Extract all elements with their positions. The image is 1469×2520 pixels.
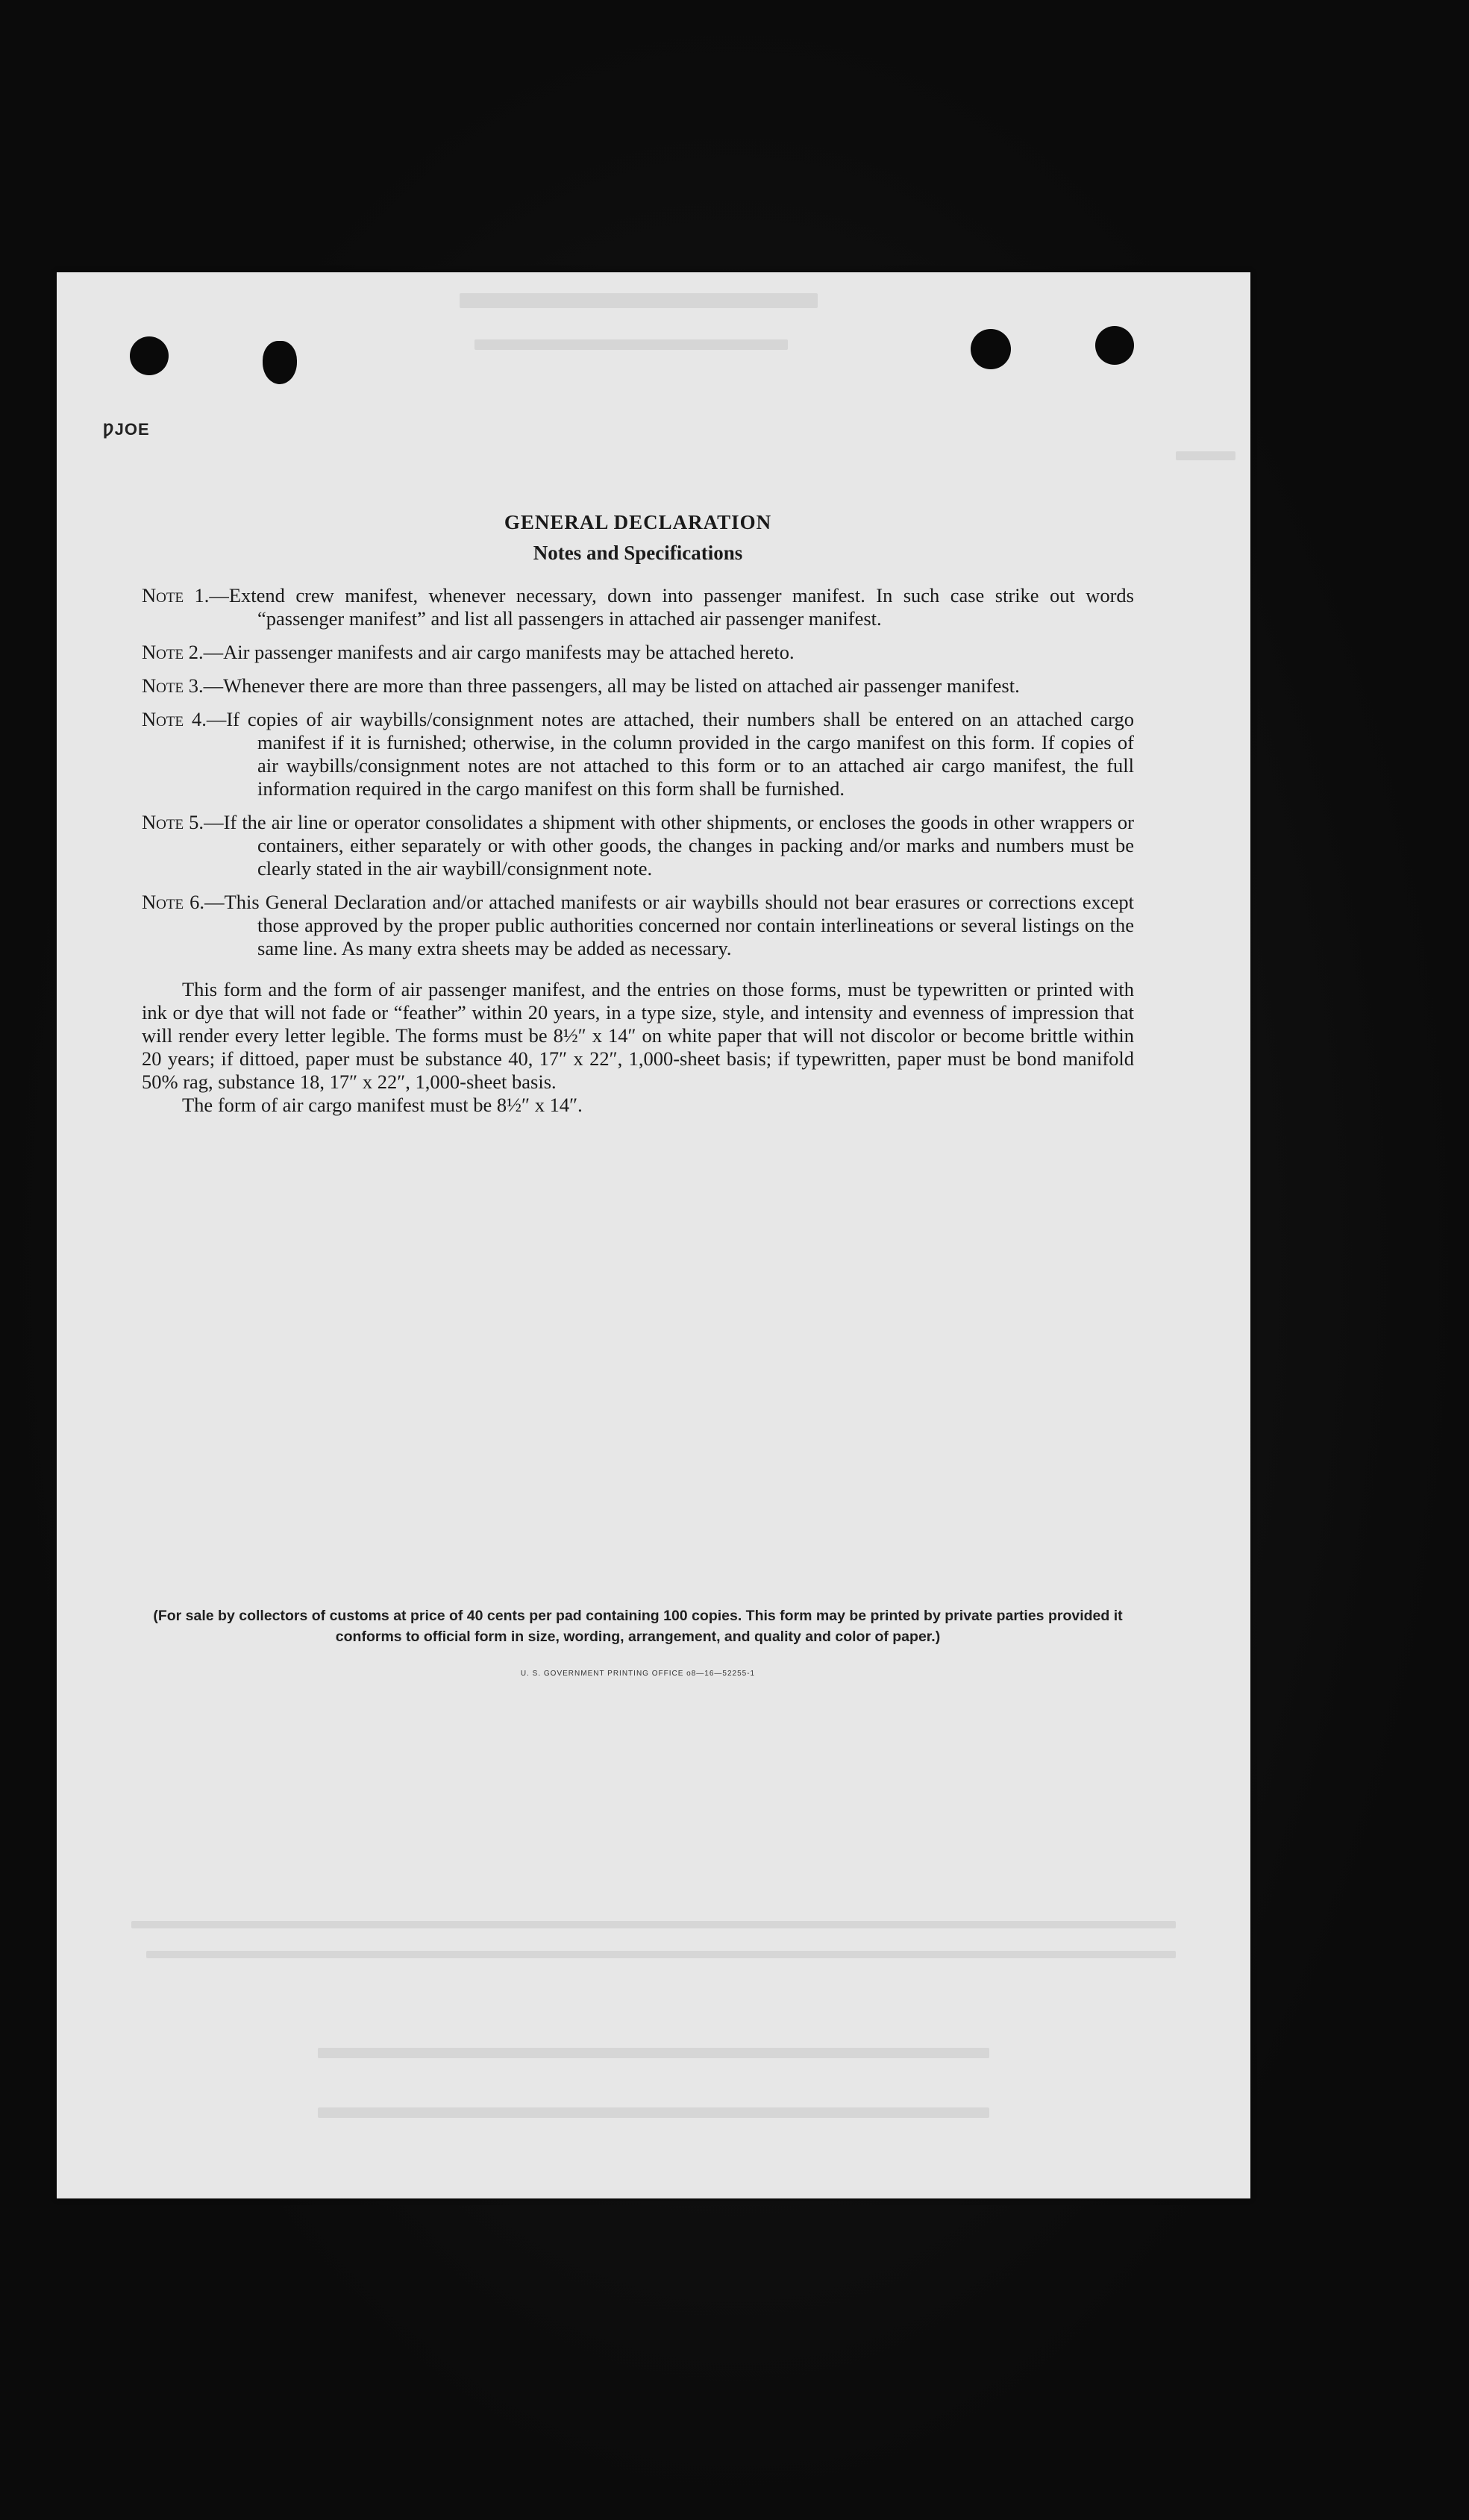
show-through: [146, 1951, 1176, 1958]
note-2: [142, 641, 1134, 664]
punch-hole: [263, 341, 297, 384]
note-label: Note 4.: [142, 708, 207, 730]
note-label: Note 5.: [142, 811, 204, 833]
note-label: Note 1.: [142, 584, 210, 607]
cargo-manifest-size-paragraph: The form of air cargo manifest must be 8½″ x 14″.: [182, 1094, 583, 1116]
printer-imprint: U. S. GOVERNMENT PRINTING OFFICE o8—16—52255-1: [520, 1670, 756, 1678]
document-subtitle: Notes and Specifications: [533, 542, 743, 564]
show-through: [460, 293, 818, 308]
corner-mark: ǷJOE: [103, 420, 150, 439]
document-title: GENERAL DECLARATION: [504, 511, 772, 533]
punch-hole: [130, 336, 169, 375]
show-through: [318, 2107, 989, 2118]
document-body: [142, 511, 1134, 1117]
show-through: [1176, 451, 1235, 460]
note-1: [142, 584, 1134, 630]
note-text: —This General Declaration and/or attached manifests or air waybills should not bear erasures or corrections except those approved by the proper public authorities concerned nor contain interlineations or several listings on the same line. As many extra sheets may be added as necessary.: [204, 891, 1134, 959]
note-text: —If the air line or operator consolidates a shipment with other shipments, or encloses the goods in other wrappers or containers, either separately or with other goods, the changes in packing and/or marks and numbers must be clearly stated in the air waybill/consignment note.: [204, 811, 1135, 880]
note-label: Note 6.: [142, 891, 205, 913]
form-specification-paragraph: This form and the form of air passenger manifest, and the entries on those forms, must be typewritten or printed with ink or dye that will not fade or “feather” within 20 years, in a type size, style, and intensity and evenness of impression that will render every letter legible. The forms must be 8½″ x 14″ on white paper that will not discolor or become brittle within 20 years; if dittoed, paper must be substance 40, 17″ x 22″, 1,000-sheet basis; if typewritten, paper must be bond manifold 50% rag, substance 18, 17″ x 22″, 1,000-sheet basis.: [142, 978, 1134, 1093]
show-through: [474, 339, 788, 350]
note-text: —Extend crew manifest, whenever necessary, down into passenger manifest. In such case strike out words “passenger manifest” and list all passengers in attached air passenger manifest.: [209, 584, 1134, 630]
punch-hole: [971, 329, 1011, 369]
note-5: [142, 811, 1134, 880]
note-text: —If copies of air waybills/consignment notes are attached, their numbers shall be entered on an attached cargo manifest if it is furnished; otherwise, in the column provided in the cargo manifest on this form. If copies of air waybills/consignment notes are not attached to this form or to an attached air cargo manifest, the full information required in the cargo manifest on this form shall be furnished.: [206, 708, 1134, 800]
sale-notice: (For sale by collectors of customs at price of 40 cents per pad containing 100 copies. This form may be printed by private parties provided it conforms to official form in size, wording, arrangement, and quality and color of paper.): [153, 1608, 1123, 1645]
show-through: [131, 1921, 1176, 1928]
note-label: Note 3.: [142, 674, 204, 697]
punch-hole: [1095, 326, 1134, 365]
note-text: —Whenever there are more than three passengers, all may be listed on attached air passenger manifest.: [203, 674, 1020, 697]
note-4: [142, 708, 1134, 800]
note-label: Note 2.: [142, 641, 204, 663]
note-3: [142, 674, 1134, 698]
note-6: [142, 891, 1134, 960]
show-through: [318, 2048, 989, 2058]
note-text: —Air passenger manifests and air cargo manifests may be attached hereto.: [203, 641, 795, 663]
